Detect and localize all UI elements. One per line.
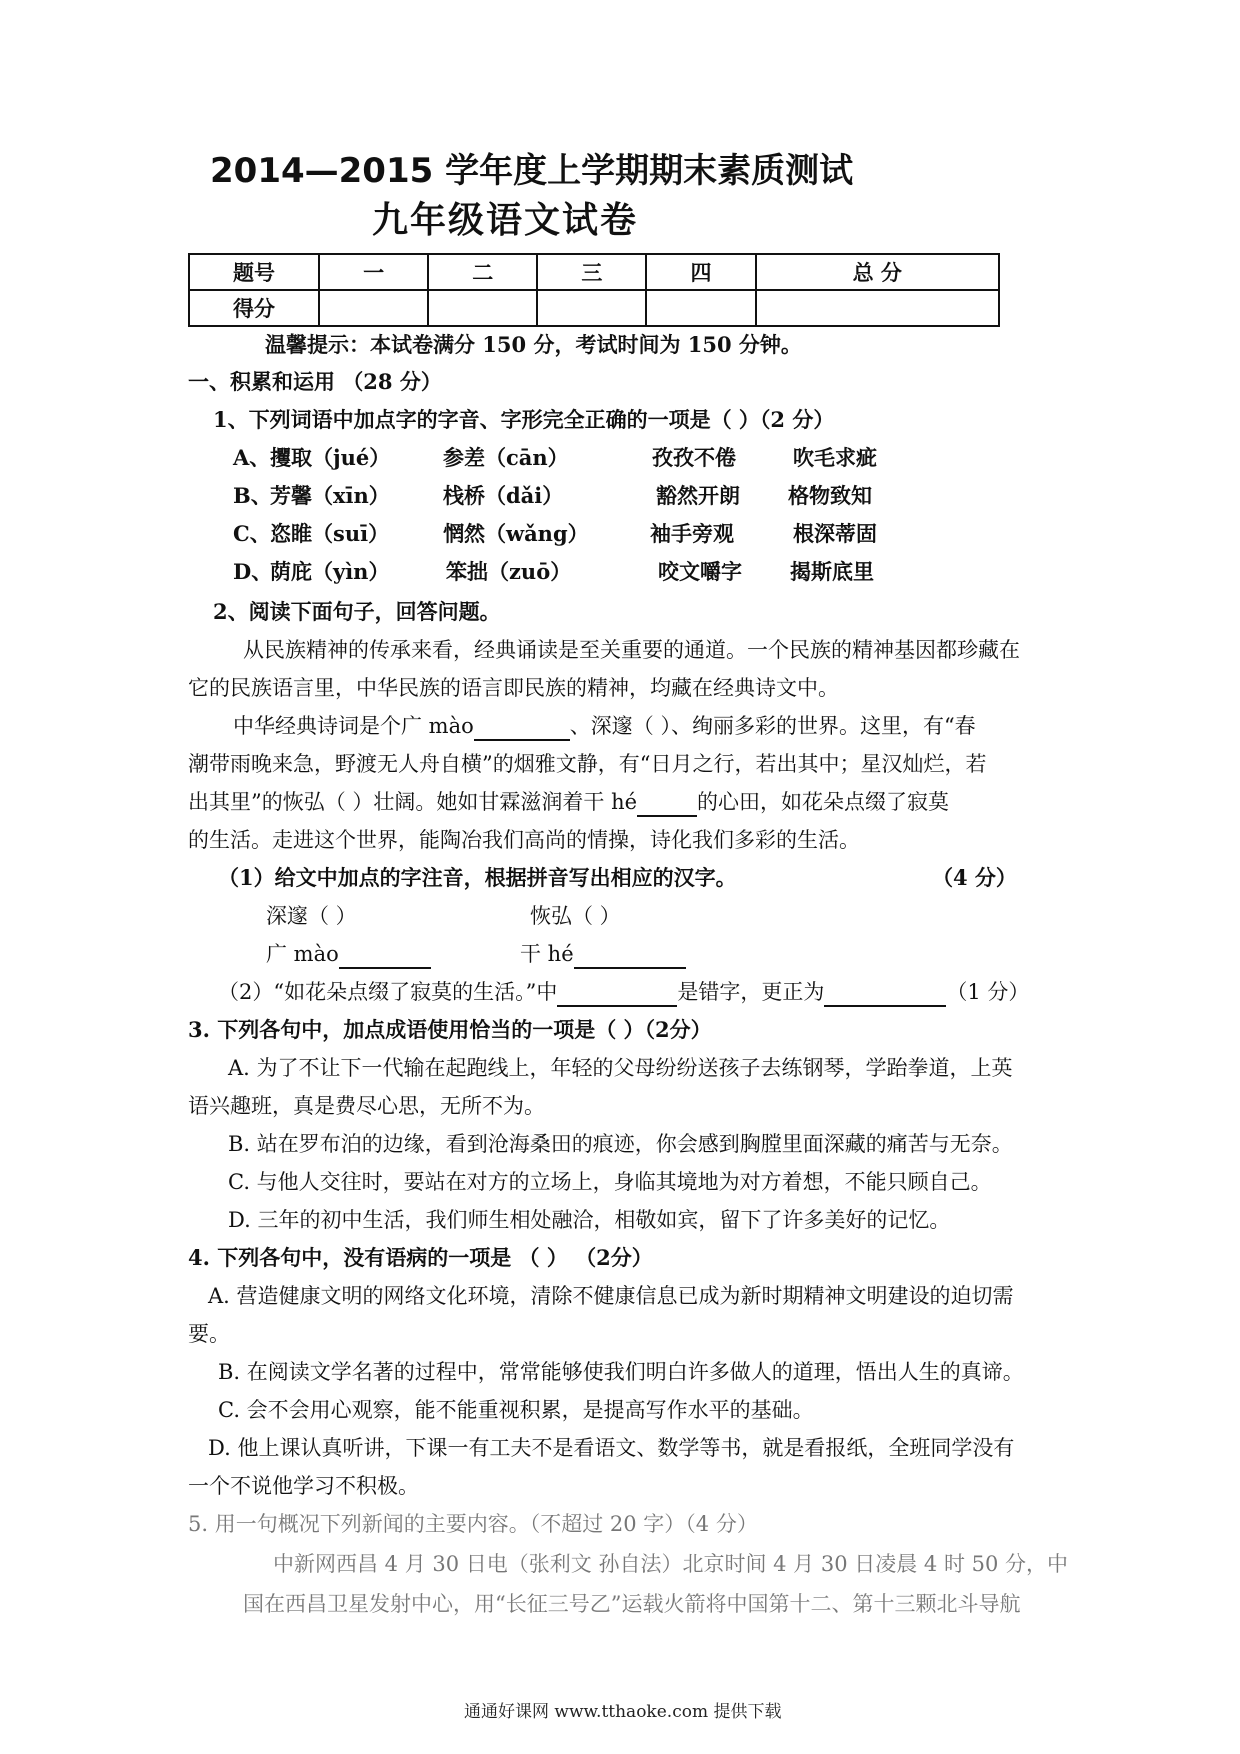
option-label: D、 <box>233 559 273 584</box>
option-word: 栈桥（dǎi） <box>443 483 564 508</box>
option-word: 根深蒂固 <box>793 521 877 546</box>
news-line: 国在西昌卫星发射中心，用“长征三号乙”运载火箭将中国第十二、第十三颗北斗导航 <box>243 1592 1021 1616</box>
option-word: 参差（cān） <box>443 445 569 470</box>
question-4-option-d-cont: 一个不说他学习不积极。 <box>188 1474 419 1498</box>
score-table-score-row <box>189 290 999 326</box>
question-2-stem: 2、阅读下面句子，回答问题。 <box>213 599 501 624</box>
score-cell-1: 一 <box>319 254 428 290</box>
question-4-option-a-cont: 要。 <box>188 1322 230 1346</box>
passage-text: 中华经典诗词是个广 mào <box>233 714 474 738</box>
answer-field <box>520 939 686 969</box>
subquestion-1-points: （4 分） <box>932 865 1017 890</box>
answer-blank[interactable] <box>557 979 677 1007</box>
section-heading: 一、积累和运用 （28 分） <box>188 369 442 394</box>
subquestion-2-points: （1 分） <box>946 980 1030 1004</box>
option-word: 攫取（jué） <box>270 445 391 470</box>
option-word: 笨拙（zuō） <box>446 559 572 584</box>
score-cell-2: 二 <box>428 254 537 290</box>
news-line: 中新网西昌 4 月 30 日电（张利文 孙自法）北京时间 4 月 30 日凌晨 4 时 50 分，中 <box>273 1552 1069 1576</box>
option-word: 袖手旁观 <box>650 521 734 546</box>
question-3-option-d: D. 三年的初中生活，我们师生相处融洽，相敬如宾，留下了许多美好的记忆。 <box>228 1208 951 1232</box>
question-3-option-a-cont: 语兴趣班，真是费尽心思，无所不为。 <box>188 1094 545 1118</box>
answer-blank[interactable] <box>339 941 431 969</box>
score-input-4[interactable] <box>646 290 755 326</box>
answer-blank[interactable] <box>637 789 697 817</box>
option-label: B、 <box>233 483 272 508</box>
answer-prompt: 广 mào <box>266 942 339 966</box>
option-word: 孜孜不倦 <box>652 445 736 470</box>
option-word: 咬文嚼字 <box>658 559 742 584</box>
answer-prompt: 干 hé <box>520 942 574 966</box>
answer-blank[interactable] <box>474 713 570 741</box>
passage-line: 的生活。走进这个世界，能陶冶我们高尚的情操，诗化我们多彩的生活。 <box>188 828 860 852</box>
option-label: C、 <box>233 521 271 546</box>
answer-field[interactable]: 深邃（ ） <box>266 904 357 928</box>
passage-text: 的心田，如花朵点缀了寂莫 <box>697 790 950 814</box>
option-word: 惘然（wǎng） <box>443 521 589 546</box>
score-input-3[interactable] <box>537 290 646 326</box>
option-word: 吹毛求疵 <box>793 445 877 470</box>
passage-line <box>233 711 976 741</box>
subquestion-2-text: 是错字，更正为 <box>677 980 825 1004</box>
question-1-stem: 1、下列词语中加点字的字音、字形完全正确的一项是（ ）（2 分） <box>213 407 835 432</box>
footer-credit: 通通好课网 www.tthaoke.com 提供下载 <box>464 1702 782 1722</box>
exam-title: 2014—2015 学年度上学期期末素质测试 <box>210 151 854 191</box>
option-word: 豁然开朗 <box>656 483 740 508</box>
option-label: A、 <box>233 445 271 470</box>
score-table <box>188 253 1000 327</box>
score-input-1[interactable] <box>319 290 428 326</box>
answer-blank[interactable] <box>824 979 946 1007</box>
passage-line: 它的民族语言里，中华民族的语言即民族的精神，均藏在经典诗文中。 <box>188 676 839 700</box>
subquestion-1: （1）给文中加点的字注音，根据拼音写出相应的汉字。 <box>218 865 737 890</box>
option-word: 芳馨（xīn） <box>270 483 390 508</box>
score-row-label: 得分 <box>189 290 319 326</box>
answer-field <box>266 939 431 969</box>
question-4-stem: 4. 下列各句中，没有语病的一项是 （ ） （2分） <box>188 1245 653 1270</box>
passage-line: 从民族精神的传承来看，经典诵读是至关重要的通道。一个民族的精神基因都珍藏在 <box>243 638 1020 662</box>
question-3-option-c: C. 与他人交往时，要站在对方的立场上，身临其境地为对方着想，不能只顾自己。 <box>228 1170 992 1194</box>
question-3-stem: 3. 下列各句中，加点成语使用恰当的一项是（ ）（2分） <box>188 1017 712 1042</box>
score-cell-total: 总 分 <box>756 254 1000 290</box>
passage-text: 、深邃（ ）、绚丽多彩的世界。这里，有“春 <box>569 714 976 738</box>
question-3-option-b: B. 站在罗布泊的边缘，看到沧海桑田的痕迹，你会感到胸膛里面深藏的痛苦与无奈。 <box>228 1132 1013 1156</box>
question-4-option-d: D. 他上课认真听讲，下课一有工夫不是看语文、数学等书，就是看报纸，全班同学没有 <box>208 1436 1015 1460</box>
score-cell-label: 题号 <box>189 254 319 290</box>
question-5-stem: 5. 用一句概况下列新闻的主要内容。（不超过 20 字）（4 分） <box>188 1512 758 1536</box>
answer-field[interactable]: 恢弘（ ） <box>530 904 621 928</box>
score-input-2[interactable] <box>428 290 537 326</box>
question-4-option-b: B. 在阅读文学名著的过程中，常常能够使我们明白许多做人的道理，悟出人生的真谛。 <box>218 1360 1024 1384</box>
passage-text: 出其里”的恢弘（ ）壮阔。她如甘霖滋润着干 hé <box>188 790 638 814</box>
score-cell-4: 四 <box>646 254 755 290</box>
exam-tip: 温馨提示：本试卷满分 150 分，考试时间为 150 分钟。 <box>265 332 802 357</box>
subquestion-2 <box>218 977 1029 1007</box>
score-input-total[interactable] <box>756 290 1000 326</box>
option-word: 揭斯底里 <box>790 559 874 584</box>
passage-line <box>188 787 949 817</box>
answer-blank[interactable] <box>574 941 686 969</box>
question-3-option-a: A. 为了不让下一代输在起跑线上，年轻的父母纷纷送孩子去练钢琴，学跆拳道，上英 <box>228 1056 1013 1080</box>
exam-subtitle: 九年级语文试卷 <box>372 200 639 241</box>
score-cell-3: 三 <box>537 254 646 290</box>
question-4-option-c: C. 会不会用心观察，能不能重视积累，是提高写作水平的基础。 <box>218 1398 814 1422</box>
option-word: 荫庇（yìn） <box>270 559 390 584</box>
question-4-option-a: A. 营造健康文明的网络文化环境，清除不健康信息已成为新时期精神文明建设的迫切需 <box>208 1284 1014 1308</box>
option-word: 恣睢（suī） <box>270 521 390 546</box>
subquestion-2-text: （2）“如花朵点缀了寂莫的生活。”中 <box>218 980 558 1004</box>
passage-line: 潮带雨晚来急，野渡无人舟自横”的烟雅文静，有“日月之行，若出其中；星汉灿烂，若 <box>188 752 987 776</box>
score-table-header-row <box>189 254 999 290</box>
option-word: 格物致知 <box>788 483 872 508</box>
